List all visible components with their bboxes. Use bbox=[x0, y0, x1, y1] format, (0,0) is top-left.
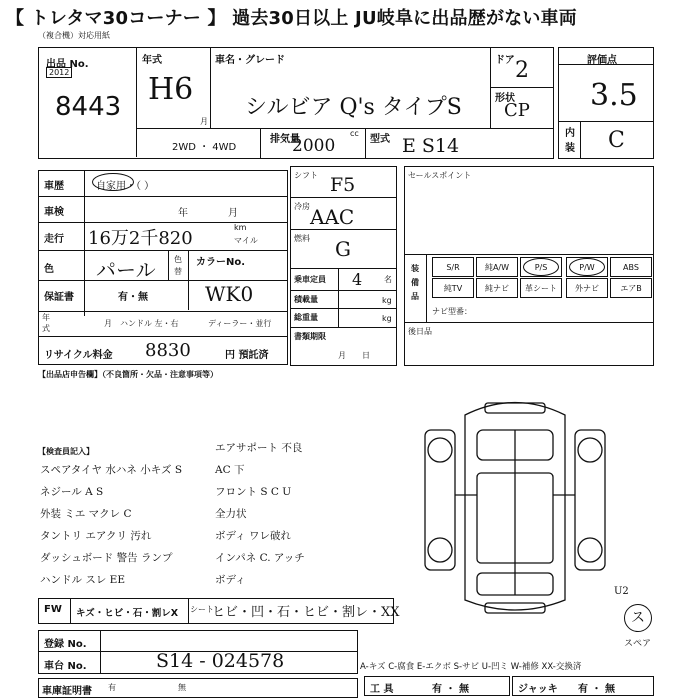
equipment-cell: 革シート bbox=[520, 278, 562, 298]
car-name: シルビア Q's タイプS bbox=[245, 95, 462, 120]
month-label: 月 bbox=[200, 117, 208, 126]
wheel-front-left bbox=[428, 438, 452, 462]
inspector-note-right: AC 下 bbox=[215, 464, 245, 476]
fw-items: キズ・ヒビ・石・割レX bbox=[76, 608, 179, 619]
spare-mark: ス bbox=[624, 604, 652, 632]
km-unit: km bbox=[234, 223, 247, 232]
mileage-value: 16万2千820 bbox=[88, 228, 193, 249]
inspector-note-right: エアサポート 不良 bbox=[215, 442, 303, 454]
weight-label: 総重量 bbox=[294, 313, 318, 322]
inspector-note-right: フロント S C U bbox=[215, 486, 292, 498]
colorcode-value: WK0 bbox=[205, 282, 254, 306]
private-use-circle bbox=[92, 173, 134, 191]
mileage-label: 走行 bbox=[44, 234, 64, 245]
report-header: 【出品店申告欄】（不良箇所・欠品・注意事項等） bbox=[38, 370, 218, 379]
selected-equipment-circle bbox=[569, 258, 605, 276]
right-side-panel bbox=[575, 430, 605, 570]
body-shape: CP bbox=[504, 100, 530, 121]
model-type: E S14 bbox=[402, 135, 460, 157]
inspector-note-left: 外装 ミエ マクレ C bbox=[40, 508, 132, 520]
garage-cert-yes: 有 bbox=[108, 683, 116, 692]
wheel-rear-right bbox=[578, 538, 602, 562]
model-year-label-1: 年 bbox=[42, 313, 50, 322]
car-damage-diagram bbox=[405, 385, 625, 625]
lot-label: 出品 No. bbox=[46, 59, 89, 70]
jack-label: ジャッキ bbox=[518, 684, 558, 695]
later-items-label: 後日品 bbox=[408, 327, 432, 336]
model-year-label-2: 式 bbox=[42, 324, 50, 333]
load-unit: kg bbox=[382, 296, 392, 305]
name-label: 車名・グレード bbox=[215, 55, 285, 66]
spare-label: スペア bbox=[624, 639, 652, 649]
capacity-label: 乗車定員 bbox=[294, 275, 326, 284]
ac-value: AAC bbox=[310, 205, 355, 229]
recycle-value: 8830 bbox=[145, 340, 191, 361]
displacement: 2000 bbox=[292, 136, 336, 156]
equipment-cell: P/S bbox=[520, 257, 562, 277]
selected-equipment-circle bbox=[523, 258, 559, 276]
deadline-value: 月 日 bbox=[338, 351, 370, 360]
ac-label: 冷房 bbox=[294, 202, 310, 211]
sales-point-label: セールスポイント bbox=[408, 171, 472, 180]
navi-model-label: ナビ型番： bbox=[432, 307, 472, 316]
capacity-value: 4 bbox=[352, 270, 363, 289]
fw-handwritten: ヒビ・凹・石・ヒビ・割レ・XX bbox=[212, 605, 400, 620]
score-value: 3.5 bbox=[590, 78, 638, 113]
capacity-unit: 名 bbox=[384, 275, 392, 284]
fw-sub: シート bbox=[190, 605, 214, 614]
fw-label: FW bbox=[44, 604, 62, 615]
shift-label: シフト bbox=[294, 171, 318, 180]
interior-label-1: 内 bbox=[565, 128, 575, 139]
recycle-unit: 円 預託済 bbox=[225, 350, 269, 361]
jack-value: 有 ・ 無 bbox=[578, 684, 615, 695]
warranty-value: 有・無 bbox=[118, 292, 148, 303]
tools-value: 有 ・ 無 bbox=[432, 684, 469, 695]
inspector-note-right: ボディ bbox=[215, 574, 246, 586]
inspection-value: 年 月 bbox=[178, 208, 238, 219]
displacement-label: 排気量 bbox=[270, 134, 300, 145]
wheel-front-right bbox=[578, 438, 602, 462]
colorcode-label: カラーNo. bbox=[196, 257, 246, 268]
inspector-note-right: ボディ ワレ破れ bbox=[215, 530, 291, 542]
inspector-note-left: スペアタイヤ 水ハネ 小キズ S bbox=[40, 464, 183, 476]
garage-cert-no: 無 bbox=[178, 683, 186, 692]
color-value: パール bbox=[96, 258, 156, 282]
lot-number: 8443 bbox=[55, 92, 122, 122]
interior-label-2: 装 bbox=[565, 143, 575, 154]
year-label: 年式 bbox=[142, 55, 162, 66]
type-label: 型式 bbox=[370, 134, 390, 145]
weight-unit: kg bbox=[382, 314, 392, 323]
equipment-cell: エアB bbox=[610, 278, 652, 298]
fuel-value: G bbox=[335, 237, 351, 261]
equipment-cell: 純TV bbox=[432, 278, 474, 298]
equipment-cell: P/W bbox=[566, 257, 608, 277]
diagram-note: U2 bbox=[614, 586, 629, 597]
sheet-note: （複合機）対応用紙 bbox=[38, 31, 110, 40]
door-count: 2 bbox=[515, 58, 529, 83]
history-label: 車歴 bbox=[44, 181, 64, 192]
interior-score: C bbox=[608, 128, 625, 153]
dealer-type: ディーラー・並行 bbox=[208, 319, 272, 328]
inspector-note-left: ハンドル スレ EE bbox=[40, 574, 126, 586]
load-label: 積載量 bbox=[294, 295, 318, 304]
equipment-cell: ABS bbox=[610, 257, 652, 277]
history-value: 自家用・（ ） bbox=[96, 181, 155, 192]
equipment-label: 装備品 bbox=[411, 264, 419, 301]
door-label: ドア bbox=[495, 55, 515, 66]
shift-value: F5 bbox=[330, 174, 356, 196]
chassis-label: 車台 No. bbox=[44, 661, 87, 672]
inspector-note-right: インパネ C. アッチ bbox=[215, 552, 305, 564]
fuel-label: 燃料 bbox=[294, 234, 310, 243]
equipment-cell: 外ナビ bbox=[566, 278, 608, 298]
deadline-label: 書類期限 bbox=[294, 332, 326, 341]
left-side-panel bbox=[425, 430, 455, 570]
model-year: H6 bbox=[148, 72, 194, 107]
color-sub-1: 色 bbox=[174, 255, 182, 264]
warranty-label: 保証書 bbox=[44, 292, 74, 303]
inspector-note-right: 全力状 bbox=[215, 508, 247, 520]
inspector-label: 【検査員記入】 bbox=[38, 447, 94, 456]
garage-cert-label: 車庫証明書 bbox=[42, 686, 92, 697]
equipment-cell: 純ナビ bbox=[476, 278, 518, 298]
defect-legend: A-キズ C-腐食 E-エクボ S-サビ U-凹ミ W-補修 XX-交換済 bbox=[360, 662, 582, 672]
chassis-number: S14 - 024578 bbox=[156, 650, 285, 672]
color-label: 色 bbox=[44, 264, 54, 275]
lot-year-tag: 2012 bbox=[46, 67, 72, 78]
color-sub-2: 替 bbox=[174, 267, 182, 276]
inspector-note-left: ネジール A S bbox=[40, 486, 104, 498]
inspector-note-left: タントリ エアクリ 汚れ bbox=[40, 530, 152, 542]
inspection-label: 車検 bbox=[44, 207, 64, 218]
equipment-cell: 純A/W bbox=[476, 257, 518, 277]
page-banner: 【 トレタマ30コーナー 】 過去30日以上 JU岐阜に出品歴がない車両 bbox=[6, 8, 577, 29]
wheel-rear-left bbox=[428, 538, 452, 562]
equipment-cell: S/R bbox=[432, 257, 474, 277]
handle-side: ハンドル 左・右 bbox=[120, 319, 179, 328]
recycle-label: リサイクル料金 bbox=[44, 350, 113, 361]
inspector-note-left: ダッシュボード 警告 ランプ bbox=[40, 552, 173, 564]
tools-label: 工 具 bbox=[370, 684, 394, 695]
registration-label: 登録 No. bbox=[44, 639, 87, 650]
model-year-month: 月 bbox=[104, 319, 112, 328]
mile-unit: マイル bbox=[234, 236, 258, 245]
drive-type: 2WD ・ 4WD bbox=[172, 142, 237, 153]
shape-label: 形状 bbox=[495, 93, 515, 104]
cc-unit: cc bbox=[350, 129, 359, 138]
score-label: 評価点 bbox=[587, 55, 617, 66]
